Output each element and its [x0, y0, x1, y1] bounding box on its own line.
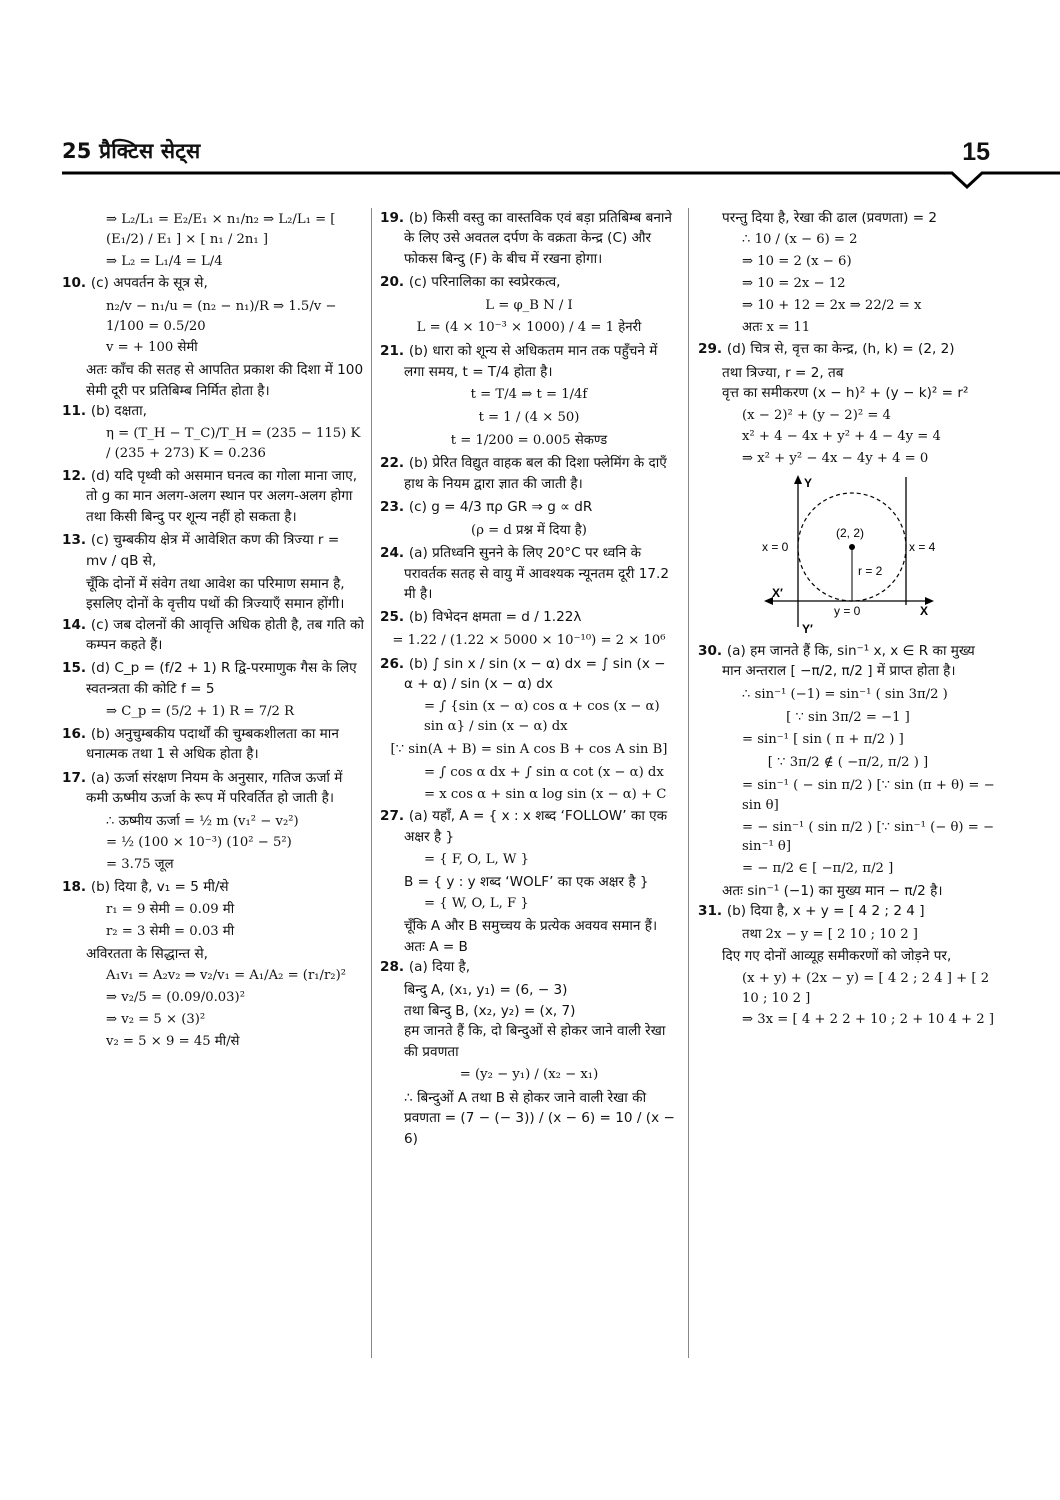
- equation-line: (x + y) + (2x − y) = [ 4 2 ; 2 4 ] + [ 2 10 ; 10 2 ]: [742, 970, 990, 1006]
- header-rule: [62, 171, 1060, 191]
- text-line: अतः A = B: [404, 938, 468, 955]
- equation-line: n₂/v − n₁/u = (n₂ − n₁)/R ⇒ 1.5/v − 1/100 = 0.5/20: [106, 298, 337, 334]
- equation-line: = sin⁻¹ ( − sin π/2 ) [∵ sin (π + θ) = − sin θ]: [742, 777, 995, 813]
- book-title: 25 प्रैक्टिस सेट्स: [62, 139, 201, 163]
- label-x-prime: X′: [772, 585, 783, 600]
- column-middle: [380, 208, 678, 1348]
- question-item: [62, 724, 364, 765]
- question-text: (c) g = 4/3 πρ GR ⇒ g ∝ dR: [408, 499, 593, 516]
- equation-line: = − sin⁻¹ ( sin π/2 ) [∵ sin⁻¹ (− θ) = − sin⁻¹ θ]: [742, 819, 995, 855]
- question-item: [380, 453, 678, 494]
- text-line: अतः काँच की सतह से आपतित प्रकाश की दिशा में 100 सेमी दूरी पर प्रतिबिम्ब निर्मित होता है।: [86, 362, 364, 399]
- equation-line: = (y₂ − y₁) / (x₂ − x₁): [459, 1066, 599, 1082]
- question-number: 29.: [698, 341, 727, 358]
- label-x0: x = 0: [762, 539, 789, 554]
- equation-line: ⇒ 10 = 2x − 12: [742, 275, 846, 291]
- text-line: हम जानते हैं कि, दो बिन्दुओं से होकर जाने वाली रेखा की प्रवणता: [404, 1023, 666, 1060]
- text-line: B = { y : y शब्द ‘WOLF’ का एक अक्षर है }: [404, 874, 649, 890]
- equation-line: अतः x = 11: [742, 319, 811, 335]
- question-text: (c) परिनालिका का स्वप्रेरकत्व,: [408, 274, 561, 291]
- question-number: 16.: [62, 726, 91, 743]
- question-number: 20.: [380, 274, 409, 291]
- equation-line: ∴ 10 / (x − 6) = 2: [742, 232, 858, 248]
- text-line: बिन्दु A, (x₁, y₁) = (6, − 3): [404, 982, 568, 999]
- question-item: [62, 530, 364, 571]
- equation-line: ⇒ v₂/5 = (0.09/0.03)²: [106, 990, 245, 1006]
- question-text: (b) ∫ sin x / sin (x − α) dx = ∫ sin (x − α + α) / sin (x − α) dx: [404, 655, 666, 693]
- column-divider: [371, 208, 372, 1358]
- column-divider: [688, 208, 689, 1358]
- equation-line: = { W, O, L, F }: [424, 896, 529, 912]
- question-item: [380, 341, 678, 382]
- question-number: 11.: [62, 402, 91, 419]
- equation-line: A₁v₁ = A₂v₂ ⇒ v₂/v₁ = A₁/A₂ = (r₁/r₂)²: [106, 968, 347, 984]
- question-number: 27.: [380, 808, 409, 825]
- equation-line: = sin⁻¹ [ sin ( π + π/2 ) ]: [742, 732, 904, 748]
- equation-line: ∴ sin⁻¹ (−1) = sin⁻¹ ( sin 3π/2 ): [742, 686, 948, 702]
- question-item: [698, 641, 998, 682]
- text-line: चूँकि A और B समुच्चय के प्रत्येक अवयव समान हैं।: [404, 918, 658, 935]
- text-line: तथा बिन्दु B, (x₂, y₂) = (x, 7): [404, 1002, 576, 1019]
- text-line: वृत्त का समीकरण (x − h)² + (y − k)² = r²: [722, 385, 969, 402]
- equation-line: r₂ = 3 सेमी = 0.03 मी: [106, 924, 235, 940]
- equation-line: = { F, O, L, W }: [424, 852, 530, 868]
- question-item: [62, 401, 364, 421]
- label-center: (2, 2): [836, 525, 865, 540]
- equation-line: = 3.75 जूल: [106, 857, 174, 873]
- equation-line: ⇒ 10 + 12 = 2x ⇒ 22/2 = x: [742, 297, 922, 313]
- question-text: (b) दिया है, v₁ = 5 मी/से: [90, 878, 229, 895]
- equation-line: t = T/4 ⇒ t = 1/4f: [470, 386, 588, 402]
- text-line: चूँकि दोनों में संवेग तथा आवेश का परिमाण समान है, इसलिए दोनों के वृत्तीय पथों की त्रिज्याएँ समान होंगी।: [86, 575, 345, 613]
- equation-line: = ∫ cos α dx + ∫ sin α cot (x − α) dx: [424, 764, 664, 780]
- question-number: 15.: [62, 660, 91, 677]
- question-number: 21.: [380, 343, 409, 360]
- text-line: दिए गए दोनों आव्यूह समीकरणों को जोड़ने पर,: [722, 948, 952, 965]
- question-text: (d) C_p = (f/2 + 1) R द्वि-परमाणुक गैस के लिए स्वतन्त्रता की कोटि f = 5: [86, 660, 357, 697]
- question-text: (b) दिया है, x + y = [ 4 2 ; 2 4 ]: [726, 903, 925, 920]
- equation-line: ⇒ 3x = [ 4 + 2 2 + 10 ; 2 + 10 4 + 2 ]: [742, 1012, 995, 1028]
- label-y-axis: Y: [804, 475, 813, 490]
- question-item: [380, 806, 678, 847]
- question-text: (b) प्रेरित विद्युत वाहक बल की दिशा फ्लेमिंग के दाएँ हाथ के नियम द्वारा ज्ञात की जाती है।: [404, 455, 667, 492]
- circle-figure: [758, 475, 938, 635]
- label-x4: x = 4: [909, 539, 936, 554]
- equation-line: x² + 4 − 4x + y² + 4 − 4y = 4: [742, 429, 941, 445]
- question-item: [380, 607, 678, 627]
- equation-line: L = (4 × 10⁻³ × 1000) / 4 = 1 हेनरी: [416, 320, 642, 336]
- question-number: 22.: [380, 455, 409, 472]
- equation-line: v = + 100 सेमी: [106, 340, 198, 356]
- question-text: (b) अनुचुम्बकीय पदार्थों की चुम्बकशीलता का मान धनात्मक तथा 1 से अधिक होता है।: [86, 726, 339, 763]
- question-text: (a) दिया है,: [408, 958, 471, 975]
- question-item: [380, 208, 678, 269]
- question-item: [380, 497, 678, 517]
- question-text: (a) प्रतिध्वनि सुनने के लिए 20°C पर ध्वनि के परावर्तक सतह से वायु में आवश्यक न्यूनतम दूरी 17.2 मी है।: [404, 545, 669, 603]
- page-number: 15: [962, 138, 990, 166]
- question-number: 13.: [62, 532, 91, 549]
- question-item: [380, 654, 678, 695]
- question-text: (a) ऊर्जा संरक्षण नियम के अनुसार, गतिज ऊर्जा में कमी ऊष्मीय ऊर्जा के रूप में परिवर्तित हो जाती है।: [86, 769, 343, 807]
- equation-line: ⇒ C_p = (5/2 + 1) R = 7/2 R: [106, 704, 295, 720]
- equation-line: ⇒ x² + y² − 4x − 4y + 4 = 0: [742, 451, 929, 467]
- equation-line: = − π/2 ∈ [ −π/2, π/2 ]: [742, 861, 894, 877]
- equation-line: ∴ ऊष्मीय ऊर्जा = ½ m (v₁² − v₂²): [106, 813, 299, 829]
- question-number: 23.: [380, 499, 409, 516]
- text-line: अतः sin⁻¹ (−1) का मुख्य मान − π/2 है।: [722, 882, 943, 899]
- equation-line: η = (T_H − T_C)/T_H = (235 − 115) K / (235 + 273) K = 0.236: [106, 426, 361, 462]
- question-item: [380, 272, 678, 292]
- equation-line: = ∫ {sin (x − α) cos α + cos (x − α) sin α} / sin (x − α) dx: [424, 699, 660, 735]
- question-item: [62, 658, 364, 699]
- question-item: [62, 466, 364, 527]
- equation-line: ⇒ v₂ = 5 × (3)²: [106, 1011, 206, 1027]
- equation-line: t = 1 / (4 × 50): [478, 409, 580, 425]
- question-text: (a) यहाँ, A = { x : x शब्द ‘FOLLOW’ का एक अक्षर है }: [404, 808, 668, 845]
- question-text: (d) चित्र से, वृत्त का केन्द्र, (h, k) = (2, 2): [726, 341, 955, 358]
- equation-line: r₁ = 9 सेमी = 0.09 मी: [106, 902, 235, 918]
- equation-line: v₂ = 5 × 9 = 45 मी/से: [106, 1033, 240, 1049]
- question-item: [380, 543, 678, 604]
- question-number: 30.: [698, 642, 727, 659]
- equation-line: तथा 2x − y = [ 2 10 ; 10 2 ]: [742, 926, 918, 942]
- equation-line: ⇒ L₂ = L₁/4 = L/4: [106, 253, 223, 269]
- equation-line: = 1.22 / (1.22 × 5000 × 10⁻¹⁰) = 2 × 10⁶: [392, 632, 666, 648]
- question-item: [62, 768, 364, 809]
- equation-line: [ ∵ 3π/2 ∉ ( −π/2, π/2 ) ]: [767, 755, 929, 771]
- question-item: [698, 339, 998, 359]
- question-number: 18.: [62, 878, 91, 895]
- question-text: (b) दक्षता,: [90, 402, 147, 419]
- column-left: [62, 208, 364, 1348]
- question-text: (d) यदि पृथ्वी को असमान घनत्व का गोला माना जाए, तो g का मान अलग-अलग स्थान पर अलग-अलग होगा तथा किसी बिन्दु पर शून्य नहीं हो सकता है।: [86, 467, 358, 525]
- question-number: 17.: [62, 769, 91, 786]
- text-line: तथा त्रिज्या, r = 2, तब: [722, 364, 844, 381]
- label-y-prime: Y′: [802, 621, 813, 635]
- question-number: 25.: [380, 609, 409, 626]
- equation-line: = ½ (100 × 10⁻³) (10² − 5²): [106, 835, 292, 851]
- question-number: 12.: [62, 467, 91, 484]
- label-y0: y = 0: [834, 603, 861, 618]
- question-number: 10.: [62, 275, 91, 292]
- equation-line: ⇒ 10 = 2 (x − 6): [742, 254, 852, 270]
- label-x-axis: X: [920, 603, 929, 618]
- question-text: (a) हम जानते हैं कि, sin⁻¹ x, x ∈ R का मुख्य मान अन्तराल [ −π/2, π/2 ] में प्राप्त होता है।: [722, 642, 975, 680]
- text-line: परन्तु दिया है, रेखा की ढाल (प्रवणता) = 2: [722, 210, 938, 226]
- equation-line: L = φ_B N / I: [485, 297, 573, 313]
- question-item: [62, 877, 364, 897]
- question-text: (c) चुम्बकीय क्षेत्र में आवेशित कण की त्रिज्या r = mv / qB से,: [86, 532, 340, 569]
- text-line: अविरतता के सिद्धान्त से,: [86, 945, 208, 962]
- question-item: [62, 273, 364, 293]
- question-number: 28.: [380, 958, 409, 975]
- question-item: [62, 615, 364, 656]
- question-number: 14.: [62, 616, 91, 633]
- question-text: (b) विभेदन क्षमता = d / 1.22λ: [408, 609, 582, 626]
- question-number: 31.: [698, 903, 727, 920]
- question-number: 26.: [380, 655, 409, 672]
- question-text: (c) अपवर्तन के सूत्र से,: [90, 275, 208, 292]
- question-number: 24.: [380, 545, 409, 562]
- question-item: [698, 901, 998, 921]
- page-header: [62, 132, 998, 172]
- text-line: ∴ बिन्दुओं A तथा B से होकर जाने वाली रेखा की प्रवणता = (7 − (− 3)) / (x − 6) = 10 / (x − 6): [404, 1089, 675, 1147]
- equation-line: t = 1/200 = 0.005 सेकण्ड: [450, 432, 608, 448]
- equation-line: (x − 2)² + (y − 2)² = 4: [742, 407, 891, 423]
- equation-line: ⇒ L₂/L₁ = E₂/E₁ × n₁/n₂ ⇒ L₂/L₁ = [ (E₁/2) / E₁ ] × [ n₁ / 2n₁ ]: [106, 212, 336, 247]
- question-text: (c) जब दोलनों की आवृत्ति अधिक होती है, तब गति को कम्पन कहते हैं।: [86, 616, 364, 654]
- equation-line: [ ∵ sin 3π/2 = −1 ]: [786, 709, 910, 725]
- question-number: 19.: [380, 210, 409, 226]
- question-text: (b) किसी वस्तु का वास्तविक एवं बड़ा प्रतिबिम्ब बनाने के लिए उसे अवतल दर्पण के वक्रता केन्द्र (C) और फोकस बिन्दु (F) के बीच में रखना होगा।: [404, 210, 672, 267]
- question-item: [380, 957, 678, 977]
- question-text: (b) धारा को शून्य से अधिकतम मान तक पहुँचने में लगा समय, t = T/4 होता है।: [404, 343, 658, 380]
- label-radius: r = 2: [858, 563, 883, 578]
- equation-line: = x cos α + sin α log sin (x − α) + C: [424, 786, 667, 802]
- equation-line: [∵ sin(A + B) = sin A cos B + cos A sin B]: [390, 742, 668, 758]
- column-right: [698, 208, 998, 1368]
- equation-line: (ρ = d प्रश्न में दिया है): [471, 522, 587, 538]
